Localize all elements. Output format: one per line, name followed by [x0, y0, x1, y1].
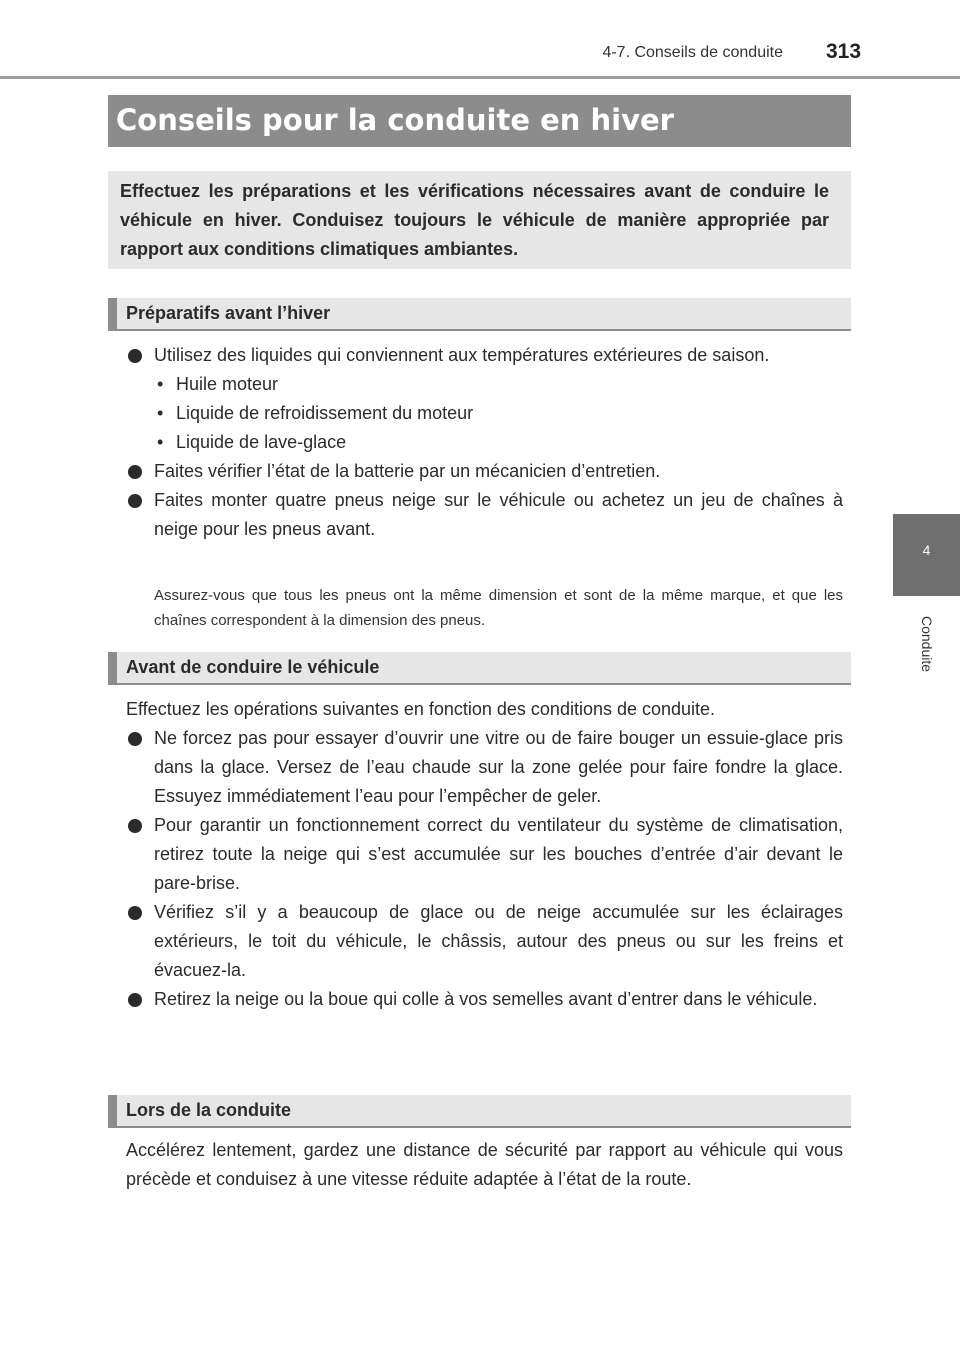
chapter-tab: [893, 514, 960, 596]
chapter-label-container: [893, 598, 960, 690]
section-intro-text: Effectuez les opérations suivantes en fonction des conditions de conduite.: [126, 699, 716, 719]
list-item: Ne forcez pas pour essayer d’ouvrir une vitre ou de faire bouger un essuie-glace pris dans la glace. Versez de l’eau chaude sur la zone gelée pour faire fondre la glace. Essuyez immédiatement l’eau pour l’empêcher de geler.: [126, 724, 843, 811]
list-item: Pour garantir un fonctionnement correct du ventilateur du système de climatisation, retirez toute la neige qui s’est accumulée sur les bouches d’entrée d’air devant le pare-brise.: [126, 811, 843, 898]
sub-list-item: • Liquide de refroidissement du moteur: [126, 399, 843, 428]
chapter-number: 4: [922, 542, 931, 558]
section-heading-text: Avant de conduire le véhicule: [126, 657, 380, 677]
section-paragraph: Accélérez lentement, gardez une distance de sécurité par rapport au véhicule qui vous précède et conduisez à une vitesse réduite adaptée à l’état de la route.: [126, 1140, 843, 1189]
list-item: Utilisez des liquides qui conviennent aux températures extérieures de saison.: [126, 341, 843, 370]
list-item: Vérifiez s’il y a beaucoup de glace ou de neige accumulée sur les éclairages extérieurs, le toit du véhicule, le châssis, autour des pneus ou sur les freins et évacuez-la.: [126, 898, 843, 985]
header-section-title: 4-7. Conseils de conduite: [602, 44, 783, 61]
chapter-label: Conduite: [918, 615, 935, 673]
header-divider: [0, 76, 960, 79]
list-item: Faites vérifier l’état de la batterie par un mécanicien d’entretien.: [126, 457, 843, 486]
intro-box: [108, 171, 851, 269]
page-title: Conseils pour la conduite en hiver: [116, 103, 674, 137]
list-item: Faites monter quatre pneus neige sur le véhicule ou achetez un jeu de chaînes à neige pour les pneus avant.: [126, 486, 843, 544]
section-heading-preparatifs: [108, 298, 851, 331]
sub-list-item: • Huile moteur: [126, 370, 843, 399]
note-text: Assurez-vous que tous les pneus ont la même dimension et sont de la même marque, et que les chaînes correspondent à la dimension des pneus.: [154, 587, 843, 629]
section-heading-avant-conduire: [108, 652, 851, 685]
section-heading-text: Lors de la conduite: [126, 1100, 292, 1120]
page-title-bar: [108, 95, 851, 147]
section-heading-conduite: [108, 1095, 851, 1128]
page-number: 313: [826, 40, 862, 63]
section-heading-text: Préparatifs avant l’hiver: [126, 303, 331, 323]
sub-list-item: • Liquide de lave-glace: [126, 428, 843, 457]
section-body-avant-conduire: [126, 695, 843, 1014]
intro-text: Effectuez les préparations et les vérifications nécessaires avant de conduire le véhicule en hiver. Conduisez toujours le véhicule de manière appropriée par rapport aux conditions climatiques ambiantes.: [120, 181, 829, 259]
section-body-preparatifs: [126, 341, 843, 544]
list-item: Retirez la neige ou la boue qui colle à vos semelles avant d’entrer dans le véhicule.: [126, 985, 843, 1014]
section-body-conduite: [126, 1136, 843, 1194]
